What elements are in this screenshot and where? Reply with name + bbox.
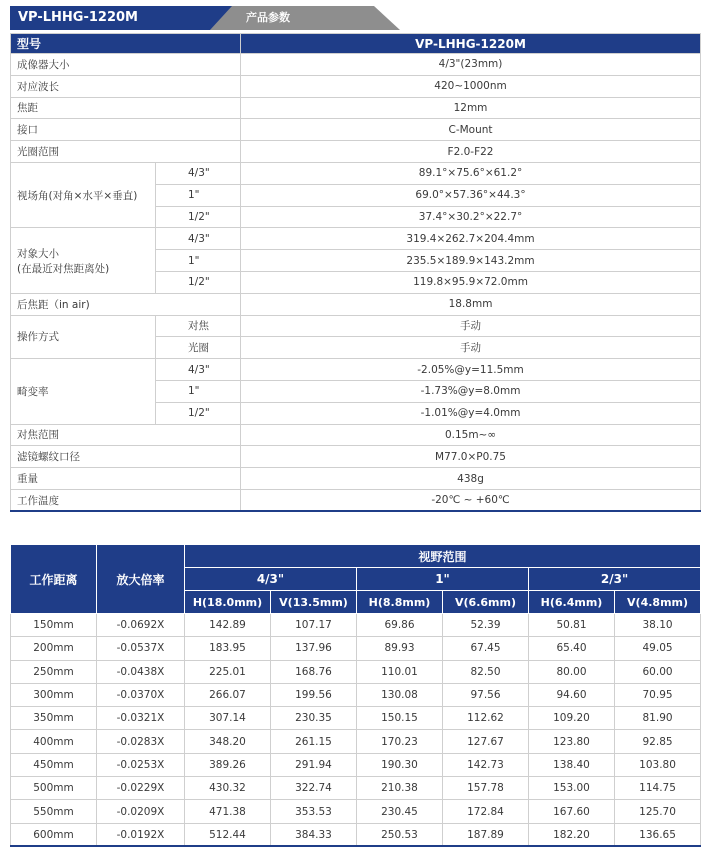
col-header-sub: V(13.5mm) <box>271 591 357 614</box>
spec-value: 438g <box>241 468 701 490</box>
spec-row <box>11 424 701 446</box>
table-cell: 172.84 <box>443 800 529 823</box>
spec-sublabel: 1" <box>156 184 241 206</box>
title-bar <box>10 6 700 30</box>
col-header-sensor: 2/3" <box>529 568 701 591</box>
table-cell: 400mm <box>11 730 97 753</box>
table-cell: -0.0692X <box>97 614 185 637</box>
table-cell: 266.07 <box>185 683 271 706</box>
spec-row <box>11 489 701 511</box>
table-cell: 110.01 <box>357 660 443 683</box>
table-cell: 142.89 <box>185 614 271 637</box>
table-cell: 471.38 <box>185 800 271 823</box>
spec-label: 后焦距（in air) <box>11 293 241 315</box>
table-cell: 210.38 <box>357 777 443 800</box>
table-cell: 123.80 <box>529 730 615 753</box>
table-cell: 107.17 <box>271 614 357 637</box>
table-row <box>11 730 701 753</box>
table-cell: 225.01 <box>185 660 271 683</box>
table-cell: 80.00 <box>529 660 615 683</box>
table-cell: 92.85 <box>615 730 701 753</box>
table-cell: 82.50 <box>443 660 529 683</box>
table-row <box>11 614 701 637</box>
spec-row <box>11 293 701 315</box>
table-cell: 307.14 <box>185 707 271 730</box>
spec-label-fov-angle: 视场角(对角×水平×垂直) <box>11 162 156 227</box>
spec-sublabel: 1/2" <box>156 271 241 293</box>
table-cell: -0.0253X <box>97 753 185 776</box>
spec-value: 235.5×189.9×143.2mm <box>241 250 701 272</box>
spec-value: -1.73%@y=8.0mm <box>241 380 701 402</box>
spec-label-distortion: 畸变率 <box>11 359 156 424</box>
spec-label: 对焦范围 <box>11 424 241 446</box>
col-header-magnification: 放大倍率 <box>97 545 185 614</box>
spec-sublabel: 4/3" <box>156 162 241 184</box>
spec-label: 焦距 <box>11 97 241 119</box>
spec-label: 滤镜螺纹口径 <box>11 446 241 468</box>
table-cell: 103.80 <box>615 753 701 776</box>
table-cell: 67.45 <box>443 637 529 660</box>
table-cell: 500mm <box>11 777 97 800</box>
spec-row <box>11 446 701 468</box>
spec-row <box>11 97 701 119</box>
table-cell: 322.74 <box>271 777 357 800</box>
table-cell: 250mm <box>11 660 97 683</box>
table-cell: 136.65 <box>615 823 701 846</box>
table-cell: 81.90 <box>615 707 701 730</box>
table-cell: 350mm <box>11 707 97 730</box>
table-cell: 127.67 <box>443 730 529 753</box>
table-cell: 70.95 <box>615 683 701 706</box>
spec-row <box>11 75 701 97</box>
fov-table <box>10 544 701 847</box>
table-cell: 125.70 <box>615 800 701 823</box>
table-cell: 190.30 <box>357 753 443 776</box>
spec-value: 18.8mm <box>241 293 701 315</box>
table-cell: 69.86 <box>357 614 443 637</box>
table-cell: 183.95 <box>185 637 271 660</box>
spec-label: 成像器大小 <box>11 54 241 76</box>
table-cell: 300mm <box>11 683 97 706</box>
table-cell: 142.73 <box>443 753 529 776</box>
table-cell: 94.60 <box>529 683 615 706</box>
col-header-sensor: 1" <box>357 568 529 591</box>
spec-row <box>11 359 701 381</box>
col-header-sensor: 4/3" <box>185 568 357 591</box>
spec-row <box>11 141 701 163</box>
table-cell: 49.05 <box>615 637 701 660</box>
spec-row <box>11 119 701 141</box>
spec-label: 接口 <box>11 119 241 141</box>
spec-row <box>11 54 701 76</box>
spec-sublabel: 1/2" <box>156 206 241 228</box>
table-cell: 137.96 <box>271 637 357 660</box>
spec-value: 119.8×95.9×72.0mm <box>241 271 701 293</box>
table-row <box>11 800 701 823</box>
table-cell: 97.56 <box>443 683 529 706</box>
table-cell: 187.89 <box>443 823 529 846</box>
spec-value: 37.4°×30.2°×22.7° <box>241 206 701 228</box>
spec-value: 319.4×262.7×204.4mm <box>241 228 701 250</box>
spec-label: 对应波长 <box>11 75 241 97</box>
table-cell: 167.60 <box>529 800 615 823</box>
table-cell: 353.53 <box>271 800 357 823</box>
table-cell: -0.0370X <box>97 683 185 706</box>
table-cell: 450mm <box>11 753 97 776</box>
table-cell: -0.0283X <box>97 730 185 753</box>
spec-value: C-Mount <box>241 119 701 141</box>
spec-value: -2.05%@y=11.5mm <box>241 359 701 381</box>
spec-sublabel: 1/2" <box>156 402 241 424</box>
object-size-line1: 对象大小 <box>17 247 59 260</box>
section-tab-label: 产品参数 <box>246 11 290 24</box>
table-cell: 348.20 <box>185 730 271 753</box>
col-header-fov-group: 视野范围 <box>185 545 701 568</box>
table-cell: 50.81 <box>529 614 615 637</box>
table-cell: 430.32 <box>185 777 271 800</box>
object-size-line2: (在最近对焦距离处) <box>17 262 110 275</box>
spec-value: 手动 <box>241 337 701 359</box>
col-header-sub: H(18.0mm) <box>185 591 271 614</box>
table-row <box>11 660 701 683</box>
spec-header-row <box>11 34 701 54</box>
spec-value: 12mm <box>241 97 701 119</box>
table-cell: -0.0321X <box>97 707 185 730</box>
spec-row <box>11 162 701 184</box>
spec-value: -20℃ ~ +60℃ <box>241 489 701 511</box>
spec-label: 光圈范围 <box>11 141 241 163</box>
table-cell: 199.56 <box>271 683 357 706</box>
table-cell: 138.40 <box>529 753 615 776</box>
spec-value: 手动 <box>241 315 701 337</box>
table-cell: 170.23 <box>357 730 443 753</box>
col-header-distance: 工作距离 <box>11 545 97 614</box>
spec-label: 工作温度 <box>11 489 241 511</box>
table-cell: 200mm <box>11 637 97 660</box>
spec-value: 0.15m~∞ <box>241 424 701 446</box>
table-cell: -0.0438X <box>97 660 185 683</box>
spec-table <box>10 33 701 512</box>
col-header-sub: V(6.6mm) <box>443 591 529 614</box>
spec-row <box>11 468 701 490</box>
table-cell: 112.62 <box>443 707 529 730</box>
table-cell: 114.75 <box>615 777 701 800</box>
table-cell: 157.78 <box>443 777 529 800</box>
table-cell: 130.08 <box>357 683 443 706</box>
table-cell: 109.20 <box>529 707 615 730</box>
spec-sublabel: 4/3" <box>156 228 241 250</box>
table-cell: 60.00 <box>615 660 701 683</box>
spec-sublabel: 1" <box>156 380 241 402</box>
table-row <box>11 707 701 730</box>
table-cell: 230.45 <box>357 800 443 823</box>
table-cell: 512.44 <box>185 823 271 846</box>
table-cell: 52.39 <box>443 614 529 637</box>
spec-value: 4/3"(23mm) <box>241 54 701 76</box>
spec-value: 89.1°×75.6°×61.2° <box>241 162 701 184</box>
table-row <box>11 823 701 846</box>
table-cell: 600mm <box>11 823 97 846</box>
spec-row <box>11 315 701 337</box>
fov-table-body <box>11 614 701 847</box>
table-cell: -0.0209X <box>97 800 185 823</box>
table-cell: 550mm <box>11 800 97 823</box>
spec-value: M77.0×P0.75 <box>241 446 701 468</box>
table-cell: 230.35 <box>271 707 357 730</box>
table-row <box>11 753 701 776</box>
table-row <box>11 777 701 800</box>
table-cell: 168.76 <box>271 660 357 683</box>
spec-value: -1.01%@y=4.0mm <box>241 402 701 424</box>
col-header-sub: H(8.8mm) <box>357 591 443 614</box>
table-cell: 389.26 <box>185 753 271 776</box>
table-cell: 150.15 <box>357 707 443 730</box>
spec-row <box>11 228 701 250</box>
table-cell: 150mm <box>11 614 97 637</box>
table-cell: 38.10 <box>615 614 701 637</box>
table-cell: -0.0537X <box>97 637 185 660</box>
table-cell: 261.15 <box>271 730 357 753</box>
table-cell: 153.00 <box>529 777 615 800</box>
spec-sublabel: 1" <box>156 250 241 272</box>
spec-sublabel: 4/3" <box>156 359 241 381</box>
col-header-sub: V(4.8mm) <box>615 591 701 614</box>
table-cell: 65.40 <box>529 637 615 660</box>
spec-header-value: VP-LHHG-1220M <box>241 34 701 54</box>
table-cell: 182.20 <box>529 823 615 846</box>
spec-label-object-size <box>11 228 156 293</box>
spec-value: 69.0°×57.36°×44.3° <box>241 184 701 206</box>
col-header-sub: H(6.4mm) <box>529 591 615 614</box>
table-cell: 250.53 <box>357 823 443 846</box>
spec-header-label: 型号 <box>11 34 241 54</box>
table-row <box>11 683 701 706</box>
table-cell: 89.93 <box>357 637 443 660</box>
spec-label: 重量 <box>11 468 241 490</box>
spec-value: 420~1000nm <box>241 75 701 97</box>
table-cell: -0.0229X <box>97 777 185 800</box>
model-title: VP-LHHG-1220M <box>10 6 210 30</box>
table-cell: 384.33 <box>271 823 357 846</box>
table-row <box>11 637 701 660</box>
spec-label-operation: 操作方式 <box>11 315 156 359</box>
spec-sublabel: 对焦 <box>156 315 241 337</box>
spec-value: F2.0-F22 <box>241 141 701 163</box>
table-cell: 291.94 <box>271 753 357 776</box>
table-cell: -0.0192X <box>97 823 185 846</box>
spec-sublabel: 光圈 <box>156 337 241 359</box>
